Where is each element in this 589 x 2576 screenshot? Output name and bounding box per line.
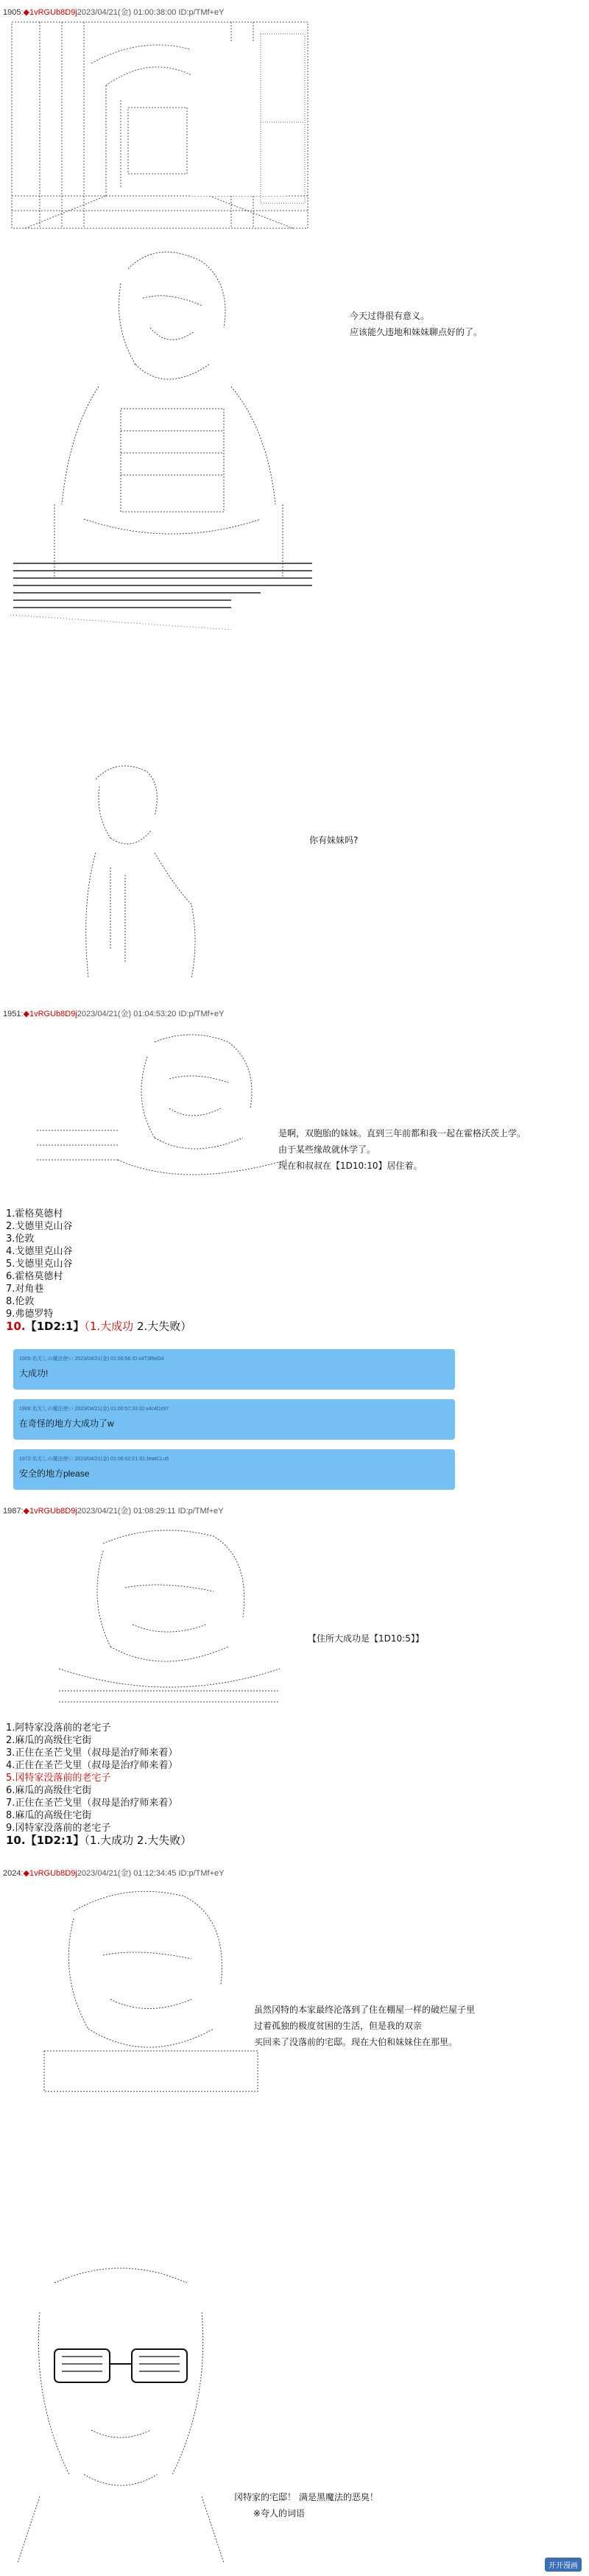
watermark-label: 开开漫画 xyxy=(545,2558,582,2572)
dialog-line: 买回来了没落前的宅邸。现在大伯和妹妹住在那里。 xyxy=(254,2037,458,2047)
dialog-box xyxy=(309,832,358,848)
dialog-line: 【住所大成功是【1D10:5】】 xyxy=(308,1633,424,1644)
post-header xyxy=(3,6,224,18)
comment-box xyxy=(13,1399,455,1440)
list-item: 6.霍格莫德村 xyxy=(6,1271,63,1282)
post-meta: 2023/04/21(金) 01:04:53:20 ID:p/TMf+eY xyxy=(77,1010,225,1018)
comment-box xyxy=(13,1449,455,1490)
comment-text: 大成功! xyxy=(19,1368,49,1379)
list-item: 7.正住在圣芒戈里（叔母是治疗师来着） xyxy=(6,1798,178,1809)
dialog-line: 应该能久违地和妹妹聊点好的了。 xyxy=(350,327,483,337)
post-number: 1987: xyxy=(3,1507,24,1516)
dice-roll-line xyxy=(6,1320,191,1333)
post-meta: 2023/04/21(金) 01:12:34:45 ID:p/TMf+eY xyxy=(77,1869,225,1878)
dialog-note: ※夸人的词语 xyxy=(253,2508,306,2519)
list-item: 9.冈特家没落前的老宅子 xyxy=(6,1823,111,1834)
boy-closeup-drawing xyxy=(44,1521,294,1713)
dice-roll-line xyxy=(6,1834,191,1847)
poster-name: ◆1vRGUb8D9j xyxy=(23,1869,77,1878)
dice-roll: 【1D2:1】 xyxy=(25,1320,85,1333)
list-item: 2.戈德里克山谷 xyxy=(6,1221,73,1232)
glasses-man-drawing xyxy=(10,2253,231,2563)
list-item: 7.对角巷 xyxy=(6,1284,44,1295)
post-number: 2024: xyxy=(3,1869,24,1878)
list-item: 5.戈德里克山谷 xyxy=(6,1259,73,1270)
standing-figure-drawing xyxy=(66,757,236,985)
dice-option-success: 1.大成功 xyxy=(89,1320,134,1333)
dice-option-failure: 2.大失败） xyxy=(133,1320,192,1333)
dialog-box xyxy=(278,1125,526,1174)
ascii-art-room xyxy=(10,19,312,233)
ascii-art-boy-closeup xyxy=(44,1521,294,1713)
dialog-line: 现在和叔叔在【1D10:10】居住着。 xyxy=(278,1161,423,1171)
dice-roll: 【1D2:1】 xyxy=(25,1834,85,1847)
list-item: 8.伦敦 xyxy=(6,1296,35,1307)
comment-text: 在奇怪的地方大成功了w xyxy=(19,1418,114,1429)
list-item: 3.正住在圣芒戈里（叔母是治疗师来着） xyxy=(6,1748,178,1759)
comment-text: 安全的地方please xyxy=(19,1468,90,1479)
dialog-box xyxy=(234,2489,378,2522)
comment-meta: 1972:名无しの魔法使い 2023/04/21(金) 01:06:02:21 ID:JewtCLu5 xyxy=(19,1457,169,1462)
dice-number: 10. xyxy=(6,1834,26,1847)
dice-paren: （ xyxy=(84,1320,90,1333)
list-item: 9.弗德罗特 xyxy=(6,1309,54,1320)
dialog-line: 由于某些缘故就休学了。 xyxy=(278,1144,376,1155)
post-number: 1905: xyxy=(3,8,24,17)
choice-list xyxy=(6,1208,191,1333)
post-header xyxy=(3,1867,224,1879)
post-meta: 2023/04/21(金) 01:08:29:11 ID:p/TMf+eY xyxy=(77,1507,224,1516)
dialog-line: 你有妹妹吗? xyxy=(309,835,359,845)
list-item: 1.霍格莫德村 xyxy=(6,1208,63,1220)
choice-list xyxy=(6,1722,191,1847)
smiling-boy-drawing xyxy=(29,1882,272,2095)
list-item: 4.正住在圣芒戈里（叔母是治疗师来着） xyxy=(6,1760,178,1771)
list-item-highlighted: 5.冈特家没落前的老宅子 xyxy=(6,1773,111,1784)
dialog-box xyxy=(254,2002,475,2050)
dialog-line: 过着孤独的极度贫困的生活，但是我的双亲 xyxy=(254,2021,423,2031)
post-meta: 2023/04/21(金) 01:00:38:00 ID:p/TMf+eY xyxy=(77,8,225,17)
post-header xyxy=(3,1007,224,1019)
ascii-art-standing-figure xyxy=(66,757,236,985)
list-item: 4.戈德里克山谷 xyxy=(6,1246,73,1257)
dialog-line: 是啊，双胞胎的妹妹。直到三年前都和我一起在霍格沃茨上学。 xyxy=(278,1128,526,1139)
dialog-line: 虽然冈特的本家最终沦落到了住在棚屋一样的破烂屋子里 xyxy=(254,2005,476,2015)
post-number: 1951: xyxy=(3,1010,24,1018)
post-header xyxy=(3,1505,224,1516)
seated-boy-drawing xyxy=(10,239,327,637)
poster-name: ◆1vRGUb8D9j xyxy=(23,1010,77,1018)
dialog-box xyxy=(350,308,482,340)
comment-meta: 1905:名无しの魔法使い 2023/04/21(金) 01:00:56 ID:x4T3f6eD4 xyxy=(19,1356,164,1362)
ascii-art-glasses-man xyxy=(10,2253,231,2563)
room-art-drawing xyxy=(10,19,312,233)
dice-number: 10. xyxy=(6,1320,26,1333)
dialog-box xyxy=(308,1630,424,1647)
dialog-line: 冈特家的宅邸！ 满是黑魔法的恶臭！ xyxy=(234,2492,378,2502)
poster-name: ◆1vRGUb8D9j xyxy=(23,8,77,17)
list-item: 6.麻瓜的高级住宅街 xyxy=(6,1785,92,1796)
list-item: 3.伦敦 xyxy=(6,1234,35,1245)
list-item: 1.阿特家没落前的老宅子 xyxy=(6,1722,111,1734)
list-item: 2.麻瓜的高级住宅街 xyxy=(6,1735,92,1746)
dice-options: （1.大成功 2.大失败） xyxy=(84,1834,192,1847)
dialog-line: 今天过得很有意义。 xyxy=(350,311,430,321)
ascii-art-seated-boy xyxy=(10,239,327,637)
comment-meta: 1906:名无しの魔法使い 2023/04/21(金) 01:00:57:33 ID:x4c4Dz97 xyxy=(19,1407,169,1412)
ascii-art-smiling-boy xyxy=(29,1882,272,2095)
poster-name: ◆1vRGUb8D9j xyxy=(23,1507,77,1516)
comment-box xyxy=(13,1349,455,1390)
list-item: 8.麻瓜的高级住宅街 xyxy=(6,1810,92,1821)
